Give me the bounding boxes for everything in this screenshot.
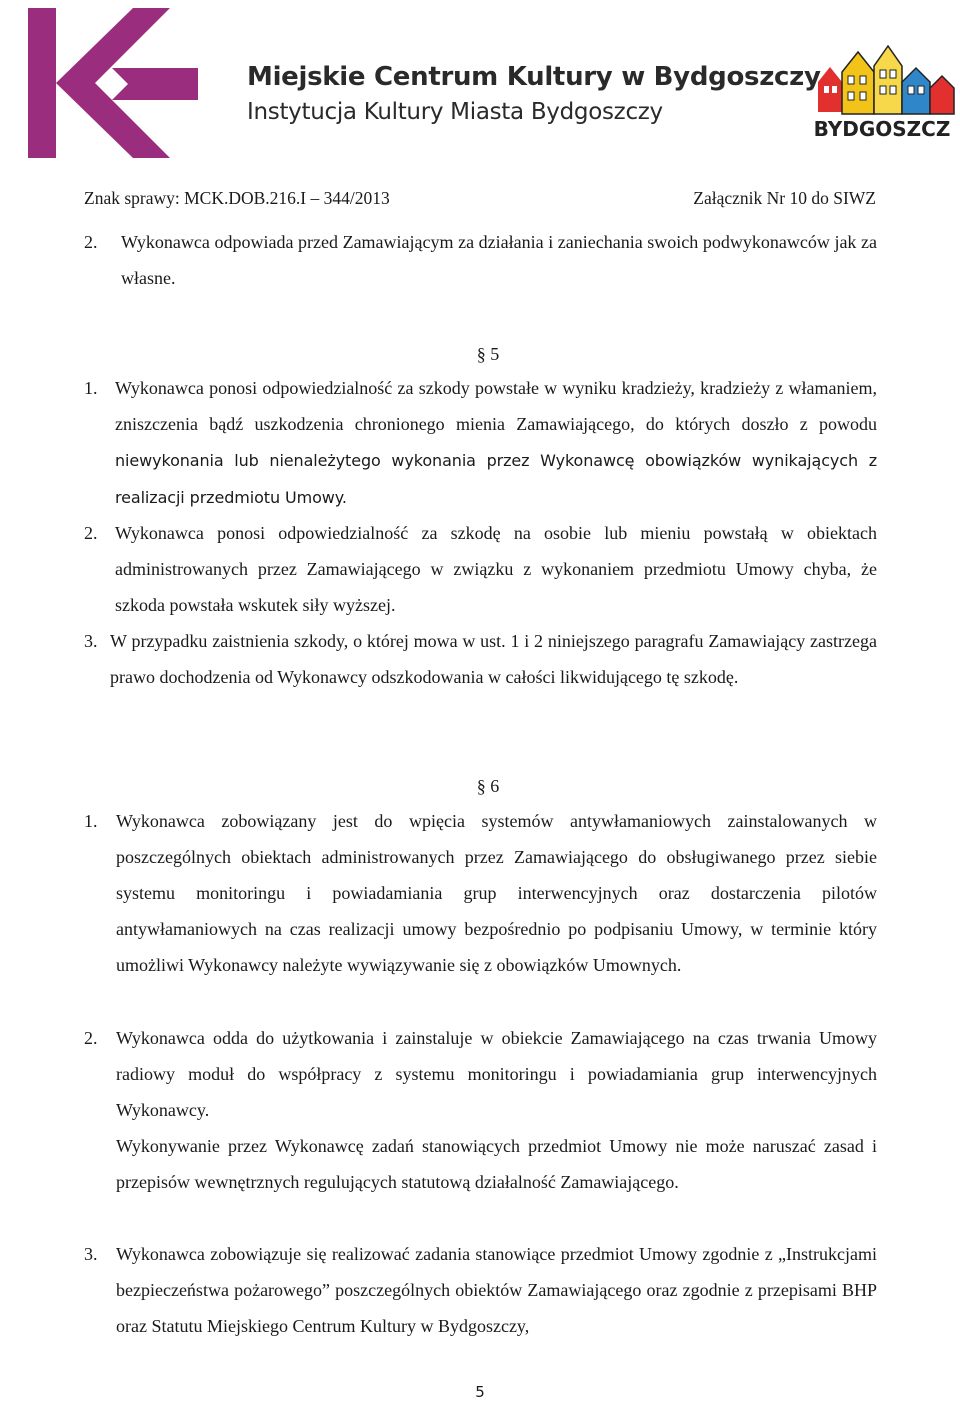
mck-k-logo-icon <box>28 8 198 158</box>
s6-item3-text: Wykonawca zobowiązuje się realizować zadania stanowiące przedmiot Umowy zgodnie z „Instrukcjami bezpieczeństwa pożarowego” poszczególnych obiektów Zamawiającego oraz zgodnie z przepisami BHP oraz Statutu Miejskiego Centrum Kultury w Bydgoszczy, <box>116 1244 877 1336</box>
section-5-heading: § 5 <box>476 344 500 364</box>
s5-item2-number: 2. <box>84 523 98 543</box>
s6-item2-extra-text: Wykonywanie przez Wykonawcę zadań stanowiących przedmiot Umowy nie może naruszać zasad i przepisów wewnętrznych regulujących statutową działalność Zamawiającego. <box>116 1136 877 1192</box>
s5-item2-text: Wykonawca ponosi odpowiedzialność za szkodę na osobie lub mieniu powstałą w obiektach administrowanych przez Zamawiającego w związku z wykonaniem przedmiotu Umowy chyba, że szkoda powstała wskutek siły wyższej. <box>115 523 877 615</box>
s6-item1-number: 1. <box>84 811 98 831</box>
s5-item1-number: 1. <box>84 378 98 398</box>
org-subtitle: Instytucja Kultury Miasta Bydgoszczy <box>247 99 663 125</box>
top-item-text: Wykonawca odpowiada przed Zamawiającym za działania i zaniechania swoich podwykonawców jak za własne. <box>121 232 877 288</box>
s5-item1-text-serif: Wykonawca ponosi odpowiedzialność za szkody powstałe w wyniku kradzieży, kradzieży z włamaniem, zniszczenia bądź uszkodzenia chronionego mienia Zamawiającego, do których doszło z powodu <box>115 378 877 434</box>
top-item-number: 2. <box>84 232 98 252</box>
org-title: Miejskie Centrum Kultury w Bydgoszczy <box>247 62 821 92</box>
bydgoszcz-city-logo-icon <box>808 42 956 140</box>
s5-item3-number: 3. <box>84 631 98 651</box>
page-number: 5 <box>475 1383 485 1401</box>
s5-item3-text: W przypadku zaistnienia szkody, o której mowa w ust. 1 i 2 niniejszego paragrafu Zamawiający zastrzega prawo dochodzenia od Wykonawcy odszkodowania w całości likwidującego tę szkodę. <box>110 631 877 687</box>
case-number: Znak sprawy: MCK.DOB.216.I – 344/2013 <box>84 188 390 208</box>
s6-item2-text: Wykonawca odda do użytkowania i zainstaluje w obiekcie Zamawiającego na czas trwania Umowy radiowy moduł do współpracy z systemu monitoringu i powiadamiania grup interwencyjnych Wykonawcy. <box>116 1028 877 1120</box>
section-6-heading: § 6 <box>476 776 500 796</box>
s6-item1-text: Wykonawca zobowiązany jest do wpięcia systemów antywłamaniowych zainstalowanych w poszczególnych obiektach administrowanych przez Zamawiającego do obsługiwanego przez siebie systemu monitoringu i powiadamiania grup interwencyjnych oraz dostarczenia pilotów antywłamaniowych na czas realizacji umowy bezpośrednio po podpisaniu Umowy, w terminie który umożliwi Wykonawcy należyte wywiązywanie się z obowiązków Umownych. <box>116 811 877 975</box>
s6-item2-number: 2. <box>84 1028 98 1048</box>
city-logo-text: BYDGOSZCZ <box>813 117 951 140</box>
s5-item1-text <box>115 370 877 516</box>
s6-item3-number: 3. <box>84 1244 98 1264</box>
s5-item1-text-sans: niewykonania lub nienależytego wykonania przez Wykonawcę obowiązków wynikających z realizacji przedmiotu Umowy. <box>115 451 877 507</box>
attachment-label: Załącznik Nr 10 do SIWZ <box>693 188 876 208</box>
